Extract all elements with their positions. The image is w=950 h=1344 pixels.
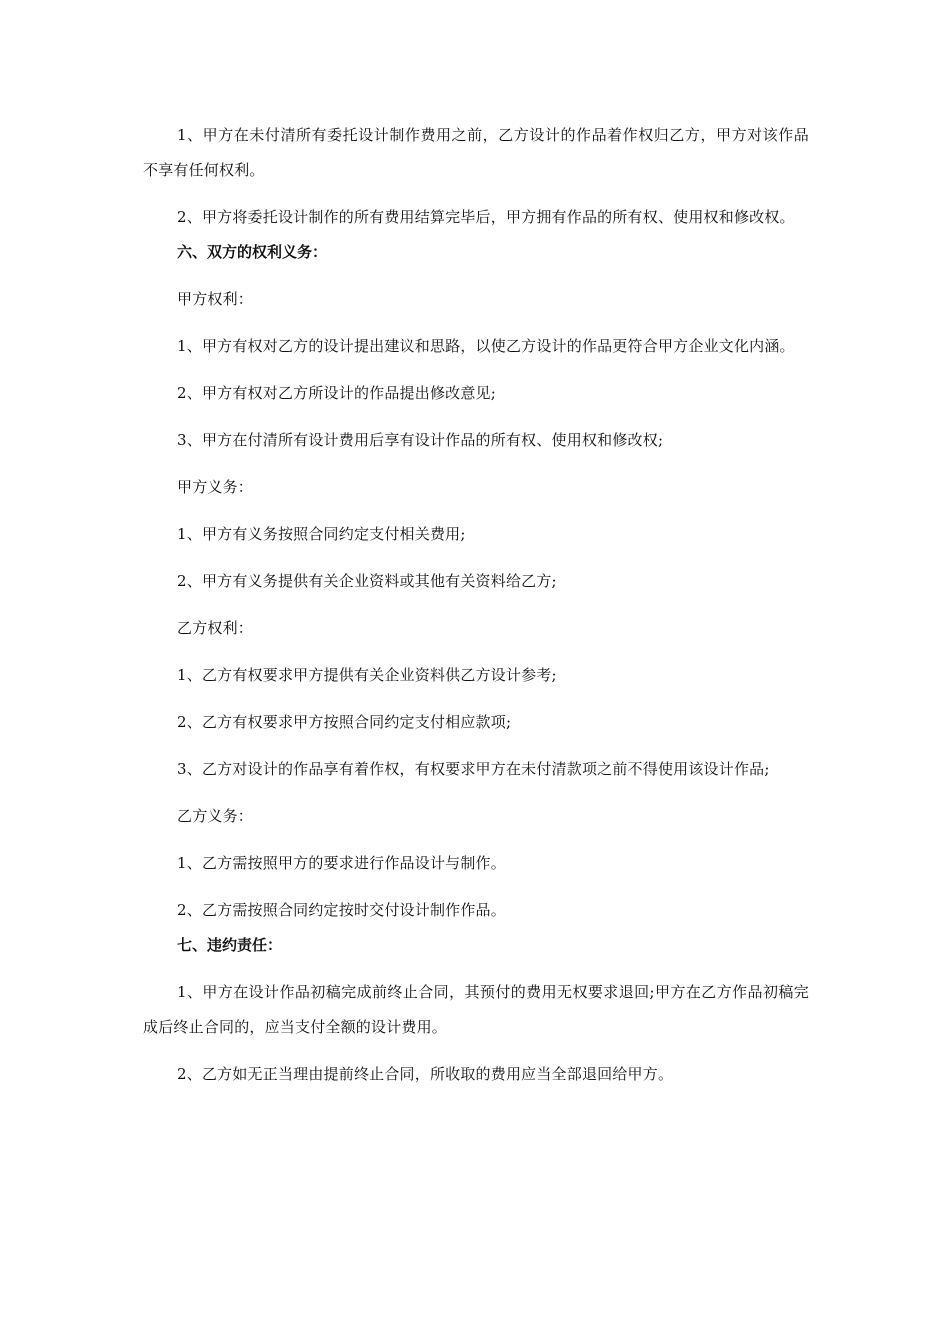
party-a-right-1: 1、甲方有权对乙方的设计提出建议和思路，以使乙方设计的作品更符合甲方企业文化内涵。: [177, 337, 795, 355]
label-party-a-rights: 甲方权利：: [177, 290, 254, 308]
party-b-right-2: 2、乙方有权要求甲方按照合同约定支付相应款项;: [177, 713, 512, 731]
liability-clause-2: 2、乙方如无正当理由提前终止合同，所收取的费用应当全部退回给甲方。: [177, 1065, 674, 1083]
document-page: [143, 118, 809, 1092]
section-heading-liability: 七、违约责任：: [177, 936, 283, 954]
label-party-b-rights: 乙方权利：: [177, 619, 254, 637]
section-heading-rights-obligations: 六、双方的权利义务：: [177, 243, 328, 261]
party-a-duty-1: 1、甲方有义务按照合同约定支付相关费用;: [177, 525, 466, 543]
party-b-duty-2: 2、乙方需按照合同约定按时交付设计制作作品。: [177, 901, 506, 919]
party-b-duty-1: 1、乙方需按照甲方的要求进行作品设计与制作。: [177, 854, 506, 872]
paragraph-copyright-after-payment: 2、甲方将委托设计制作的所有费用结算完毕后，甲方拥有作品的所有权、使用权和修改权。: [177, 208, 795, 226]
party-a-duty-2: 2、甲方有义务提供有关企业资料或其他有关资料给乙方;: [177, 572, 557, 590]
liability-clause-1: 1、甲方在设计作品初稿完成前终止合同，其预付的费用无权要求退回;甲方在乙方作品初稿完成后终止合同的，应当支付全额的设计费用。: [143, 983, 809, 1036]
party-a-right-2: 2、甲方有权对乙方所设计的作品提出修改意见;: [177, 384, 496, 402]
party-b-right-1: 1、乙方有权要求甲方提供有关企业资料供乙方设计参考;: [177, 666, 557, 684]
party-a-right-3: 3、甲方在付清所有设计费用后享有设计作品的所有权、使用权和修改权;: [177, 431, 664, 449]
party-b-right-3: 3、乙方对设计的作品享有着作权，有权要求甲方在未付清款项之前不得使用该设计作品;: [177, 760, 770, 778]
paragraph-copyright-before-payment: 1、甲方在未付清所有委托设计制作费用之前，乙方设计的作品着作权归乙方，甲方对该作品不享有任何权利。: [143, 126, 809, 179]
label-party-a-duties: 甲方义务：: [177, 478, 254, 496]
label-party-b-duties: 乙方义务：: [177, 807, 254, 825]
